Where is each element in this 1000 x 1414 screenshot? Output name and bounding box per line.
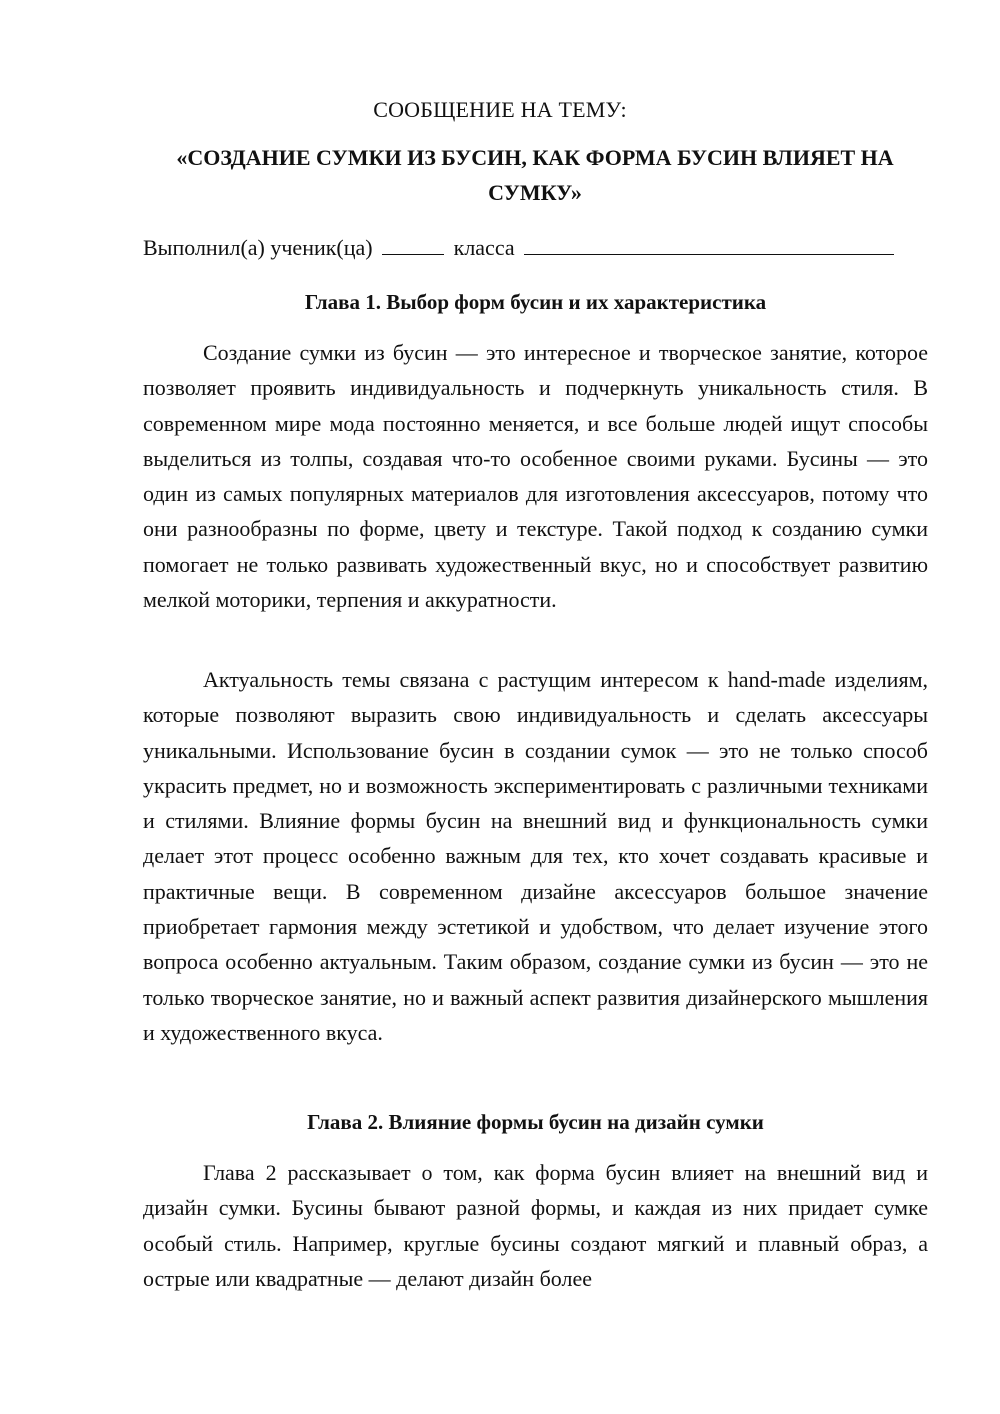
document-title: «СОЗДАНИЕ СУМКИ ИЗ БУСИН, КАК ФОРМА БУСИН ВЛИЯЕТ НА СУМКУ» <box>176 145 894 205</box>
chapter-1-heading: Глава 1. Выбор форм бусин и их характеристика <box>304 290 767 314</box>
performer-label: Выполнил(а) ученик(ца) <box>143 235 373 260</box>
student-name-blank <box>524 232 894 255</box>
performer-line <box>143 232 894 263</box>
chapter-1-paragraph-2: Актуальность темы связана с растущим интересом к hand-made изделиям, которые позволяют выразить свою индивидуальность и сделать аксессуары уникальными. Использование бусин в создании сумок — это не только способ украсить предмет, но и возможность экспериментировать с различными техниками и стилями. Влияние формы бусин на внешний вид и функциональность сумки делает этот процесс особенно важным для тех, кто хочет создавать красивые и практичные вещи. В современном дизайне аксессуаров большое значение приобретает гармония между эстетикой и удобством, что делает изучение этого вопроса особенно актуальным. Таким образом, создание сумки из бусин — это не только творческое занятие, но и важный аспект развития дизайнерского мышления и художественного вкуса. <box>143 667 928 1045</box>
chapter-2-heading: Глава 2. Влияние формы бусин на дизайн сумки <box>307 1110 764 1134</box>
chapter-1-paragraph-1: Создание сумки из бусин — это интересное и творческое занятие, которое позволяет проявить индивидуальность и подчеркнуть уникальность стиля. В современном мире мода постоянно меняется, и все больше людей ищут способы выделиться из толпы, создавая что-то особенное своими руками. Бусины — это один из самых популярных материалов для изготовления аксессуаров, потому что они разнообразны по форме, цвету и текстуре. Такой подход к созданию сумки помогает не только развивать художественный вкус, но и способствует развитию мелкой моторики, терпения и аккуратности. <box>143 340 928 613</box>
class-label: класса <box>453 235 515 260</box>
document-header-line: СООБЩЕНИЕ НА ТЕМУ: <box>373 97 627 122</box>
class-number-blank <box>382 232 444 255</box>
chapter-2-paragraph-1: Глава 2 рассказывает о том, как форма бусин влияет на внешний вид и дизайн сумки. Бусины бывают разной формы, и каждая из них придает сумке особый стиль. Например, круглые бусины создают мягкий и плавный образ, а острые или квадратные — делают дизайн более <box>143 1160 928 1291</box>
